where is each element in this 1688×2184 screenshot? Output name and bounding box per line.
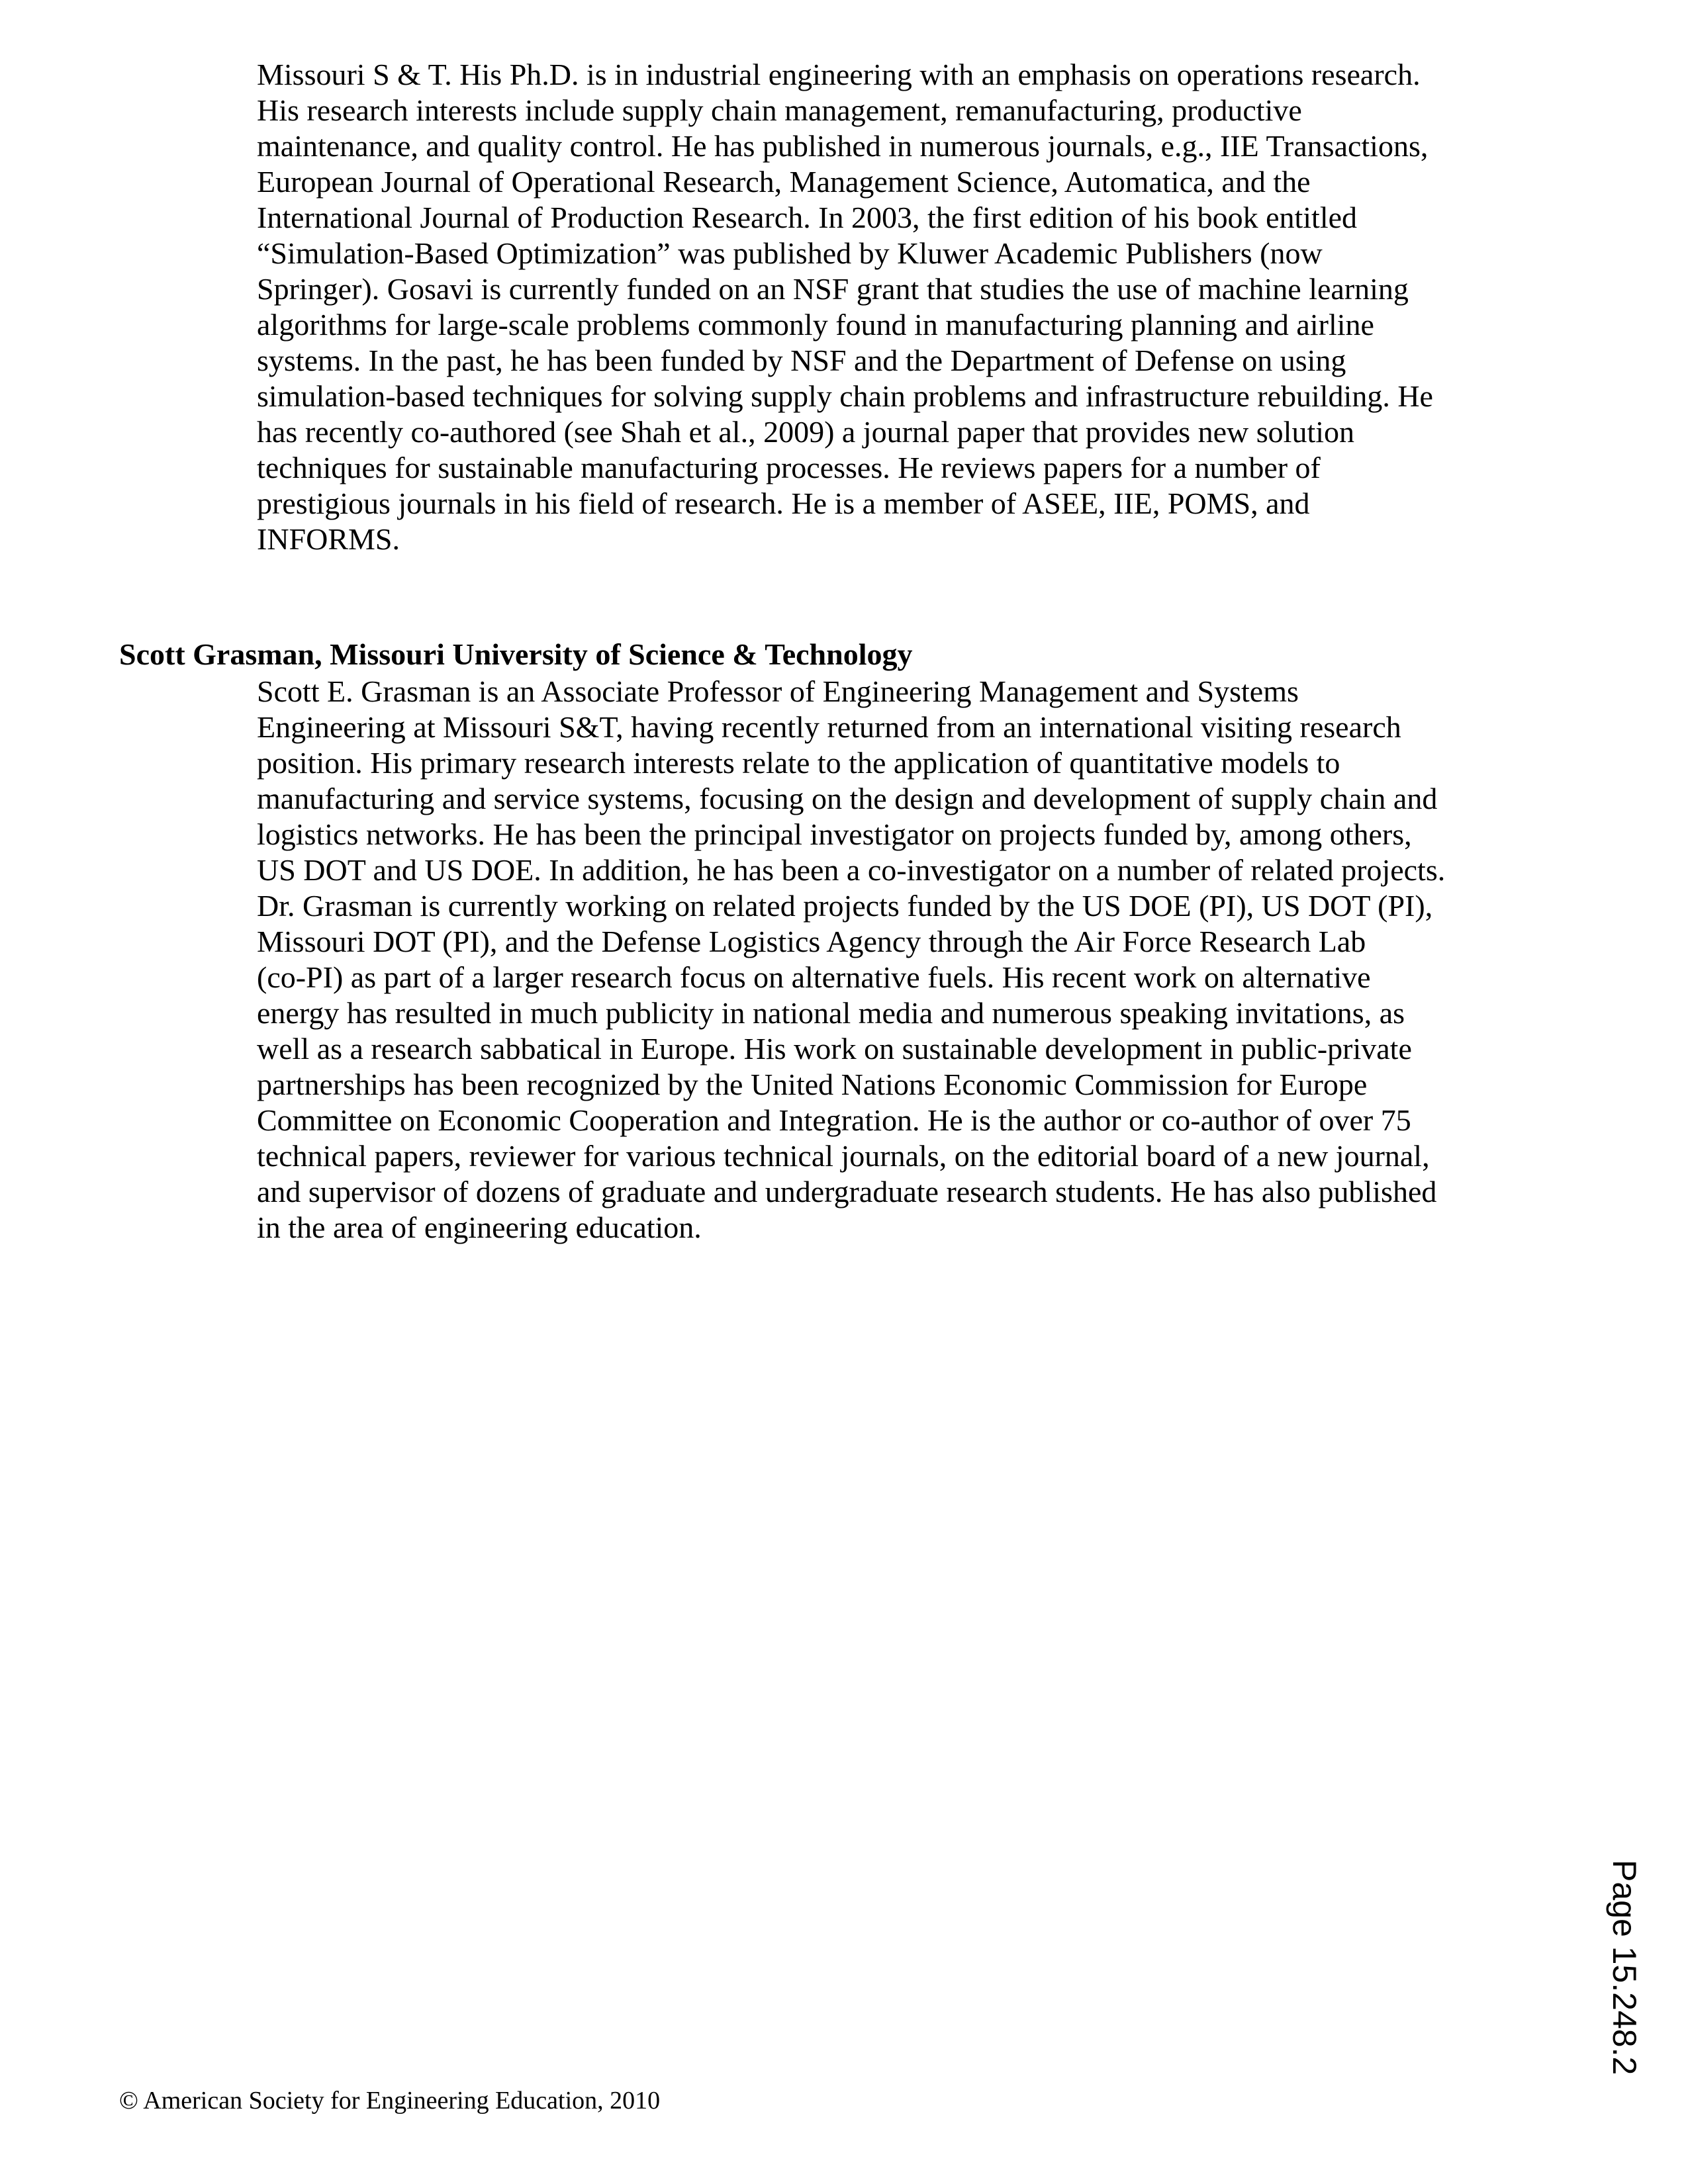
text-line: in the area of engineering education.	[257, 1210, 702, 1244]
text-line: energy has resulted in much publicity in national media and numerous speaking invitations, as	[257, 996, 1405, 1030]
text-line: Missouri DOT (PI), and the Defense Logistics Agency through the Air Force Research Lab	[257, 925, 1366, 958]
text-line: His research interests include supply chain management, remanufacturing, productive	[257, 93, 1302, 127]
text-line: Scott E. Grasman is an Associate Professor of Engineering Management and Systems	[257, 674, 1299, 708]
text-line: position. His primary research interests relate to the application of quantitative models to	[257, 746, 1340, 780]
text-line: European Journal of Operational Research, Management Science, Automatica, and the	[257, 165, 1311, 199]
footer-copyright: © American Society for Engineering Education, 2010	[119, 2087, 661, 2115]
bio-grasman-heading: Scott Grasman, Missouri University of Science & Technology	[119, 637, 913, 671]
text-line: systems. In the past, he has been funded by NSF and the Department of Defense on using	[257, 343, 1346, 377]
text-line: Engineering at Missouri S&T, having recently returned from an international visiting research	[257, 710, 1401, 744]
text-line: (co-PI) as part of a larger research focus on alternative fuels. His recent work on alternative	[257, 960, 1371, 994]
bio-grasman-paragraph	[257, 674, 1554, 1246]
text-line: “Simulation-Based Optimization” was published by Kluwer Academic Publishers (now	[257, 236, 1323, 270]
text-line: International Journal of Production Research. In 2003, the first edition of his book entitled	[257, 201, 1358, 234]
text-line: Dr. Grasman is currently working on related projects funded by the US DOE (PI), US DOT (PI),	[257, 889, 1433, 923]
text-line: manufacturing and service systems, focusing on the design and development of supply chain and	[257, 782, 1438, 815]
text-line: partnerships has been recognized by the United Nations Economic Commission for Europe	[257, 1068, 1368, 1101]
text-line: techniques for sustainable manufacturing processes. He reviews papers for a number of	[257, 451, 1321, 484]
text-line: logistics networks. He has been the principal investigator on projects funded by, among others,	[257, 817, 1412, 851]
text-line: and supervisor of dozens of graduate and undergraduate research students. He has also published	[257, 1175, 1437, 1208]
text-line: well as a research sabbatical in Europe. His work on sustainable development in public-private	[257, 1032, 1412, 1066]
page-number: Page 15.248.2	[1606, 1860, 1643, 2075]
text-line: Springer). Gosavi is currently funded on an NSF grant that studies the use of machine learning	[257, 272, 1409, 306]
text-line: maintenance, and quality control. He has published in numerous journals, e.g., IIE Transactions,	[257, 129, 1429, 163]
bio-gosavi-paragraph	[257, 57, 1554, 557]
text-line: simulation-based techniques for solving supply chain problems and infrastructure rebuilding. He	[257, 379, 1433, 413]
text-line: US DOT and US DOE. In addition, he has been a co-investigator on a number of related projects.	[257, 853, 1446, 887]
text-line: technical papers, reviewer for various technical journals, on the editorial board of a new journal,	[257, 1139, 1430, 1173]
page-number-container	[1556, 1860, 1655, 2124]
text-line: prestigious journals in his field of research. He is a member of ASEE, IIE, POMS, and	[257, 486, 1310, 520]
text-line: Missouri S & T. His Ph.D. is in industrial engineering with an emphasis on operations research.	[257, 58, 1421, 91]
text-line: INFORMS.	[257, 522, 400, 556]
text-line: Committee on Economic Cooperation and Integration. He is the author or co-author of over 75	[257, 1103, 1411, 1137]
text-line: algorithms for large-scale problems commonly found in manufacturing planning and airline	[257, 308, 1374, 341]
text-line: has recently co-authored (see Shah et al., 2009) a journal paper that provides new solution	[257, 415, 1355, 449]
